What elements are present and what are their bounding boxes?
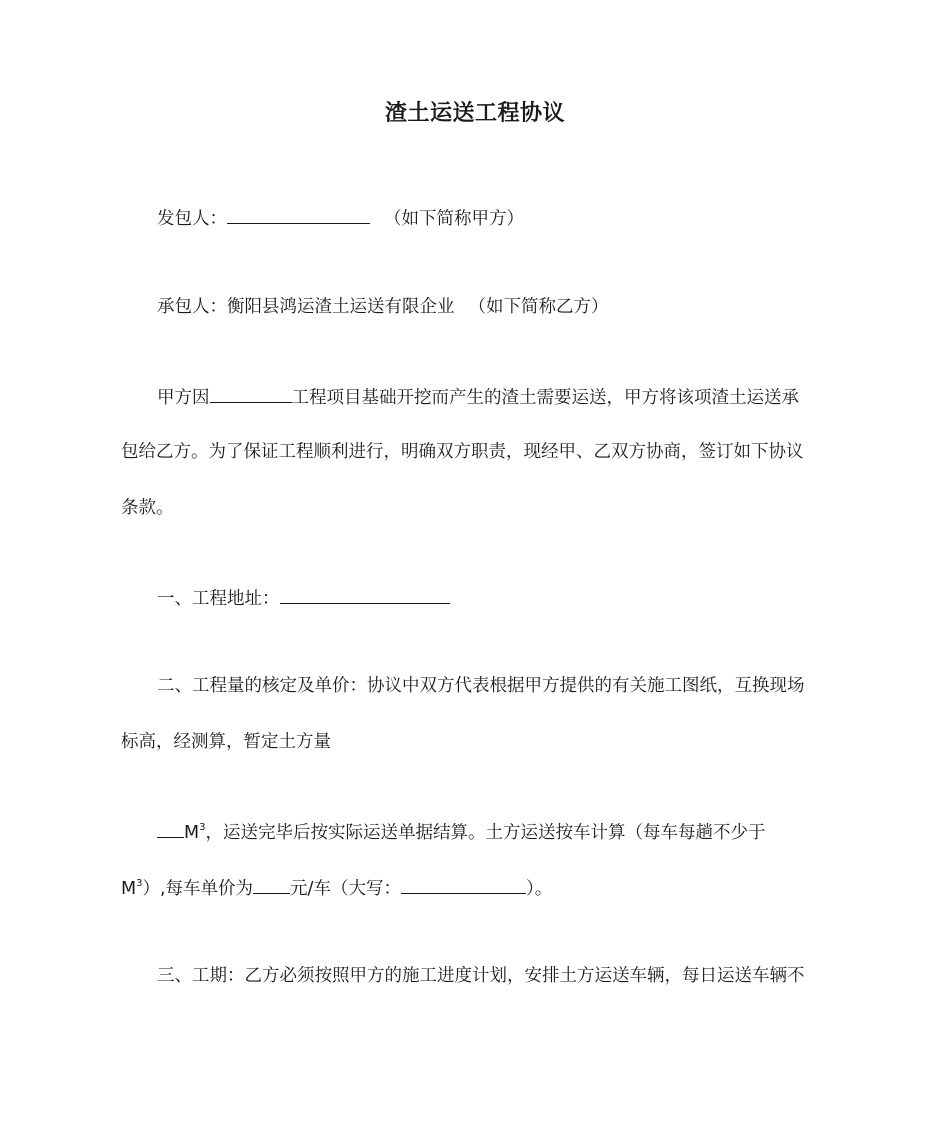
- party-b-suffix: （如下简称乙方）: [468, 297, 609, 317]
- intro-line-1: [157, 383, 799, 411]
- uppercase-amount-blank: [401, 874, 526, 894]
- party-a-blank: [227, 204, 370, 224]
- clause-3-line-1: 三、工期：乙方必须按照甲方的施工进度计划，安排土方运送车辆，每日运送车辆不: [157, 966, 805, 986]
- party-a-line: [157, 204, 524, 232]
- project-name-blank: [210, 383, 292, 403]
- document-title: 渣土运送工程协议: [384, 101, 565, 126]
- clause-2b-line-2: [121, 874, 552, 902]
- volume-unit: M: [184, 823, 200, 843]
- volume-blank: [157, 818, 184, 838]
- unit-price-label: ）,每车单价为: [142, 879, 254, 899]
- party-a-label: 发包人：: [157, 209, 227, 229]
- clause-2b-rest: ，运送完毕后按实际运送单据结算。土方运送按车计算（每车每趟不少于: [205, 823, 766, 843]
- unit-price-unit: 元/车（大写：: [290, 879, 401, 899]
- intro-post: 工程项目基础开挖而产生的渣土需要运送，甲方将该项渣土运送承: [291, 388, 799, 408]
- clause-2-line-2: 标高，经测算，暂定土方量: [121, 732, 331, 752]
- clause-2-line-1: 二、工程量的核定及单价：协议中双方代表根据甲方提供的有关施工图纸，互换现场: [157, 676, 805, 696]
- clause-1-text: 一、工程地址：: [157, 589, 280, 609]
- party-b-name: 衡阳县鸿运渣土运送有限企业: [227, 297, 455, 317]
- intro-line-3: 条款。: [121, 498, 174, 518]
- clause-1-line: [157, 584, 450, 612]
- party-b-line: [157, 294, 609, 320]
- party-b-label: 承包人：: [157, 297, 227, 317]
- truck-unit: M: [121, 879, 137, 899]
- intro-line-2: 包给乙方。为了保证工程顺利进行，明确双方职责，现经甲、乙双方协商，签订如下协议: [121, 442, 804, 462]
- volume-unit-sup: 3: [199, 822, 206, 833]
- intro-pre: 甲方因: [157, 388, 210, 408]
- address-blank: [280, 584, 450, 604]
- truck-unit-sup: 3: [136, 878, 143, 889]
- unit-price-blank: [253, 874, 290, 894]
- clause-2b-line-1: [157, 818, 765, 846]
- unit-price-close: ）。: [525, 879, 553, 899]
- party-a-suffix: （如下简称甲方）: [384, 209, 524, 229]
